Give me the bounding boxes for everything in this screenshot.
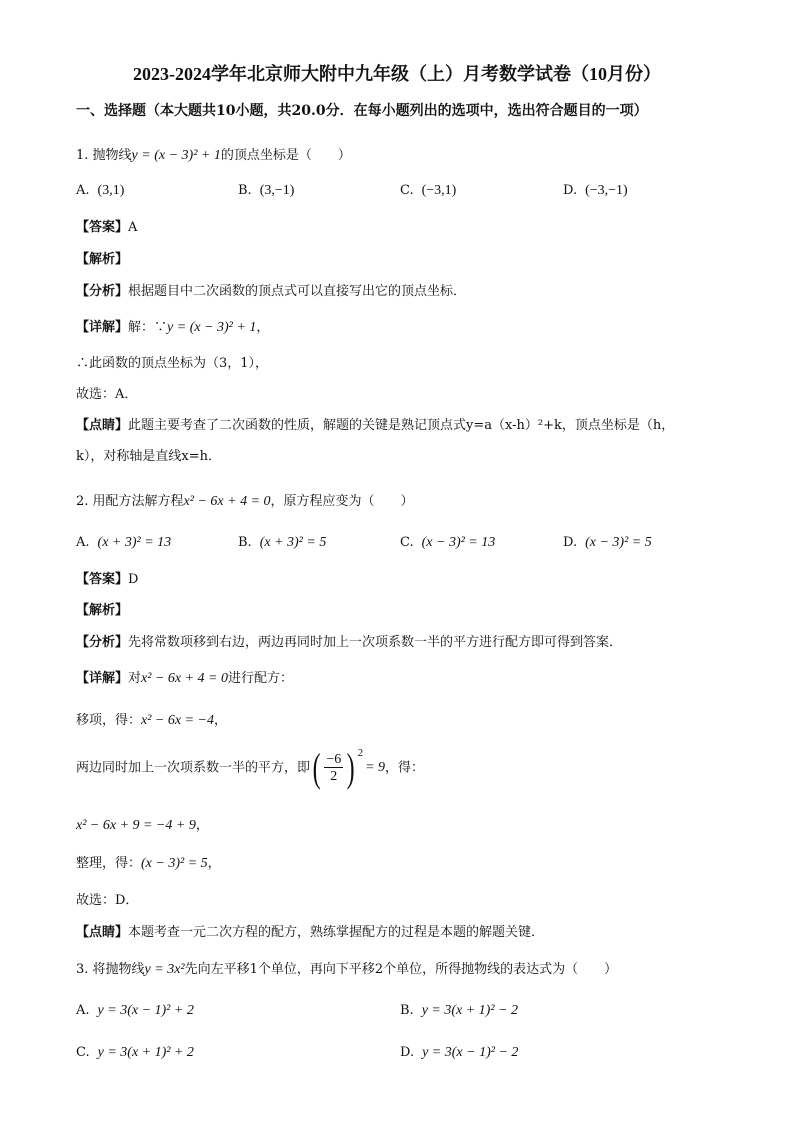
option-value: (3,1) xyxy=(97,183,125,198)
move-suffix: ， xyxy=(213,713,227,728)
dianjing-text: 本题考查一元二次方程的配方，熟练掌握配方的过程是本题的解题关键． xyxy=(128,925,545,940)
fenxi-tag: 【分析】 xyxy=(76,635,129,650)
question-3-stem xyxy=(76,962,617,979)
answer-value: D xyxy=(128,572,139,587)
option-label: B. xyxy=(400,1003,414,1018)
option-value: y = 3(x − 1)² + 2 xyxy=(97,1003,194,1018)
option-label: C. xyxy=(400,535,414,550)
option-value: (x − 3)² = 13 xyxy=(421,535,496,550)
option-label: A. xyxy=(76,1003,90,1018)
tidy-prefix: 整理，得： xyxy=(76,856,142,871)
q2-tidy-step xyxy=(76,856,221,873)
q1-analysis-tag: 【解析】 xyxy=(76,252,129,267)
option-label: C. xyxy=(76,1045,90,1060)
answer-tag: 【答案】 xyxy=(76,572,129,587)
q3-option-d xyxy=(400,1045,518,1061)
xiangjie-text: 解：∵ xyxy=(128,320,168,335)
option-label: B. xyxy=(238,535,252,550)
dianjing-tag: 【点睛】 xyxy=(76,925,129,940)
half-exponent: 2 xyxy=(357,747,364,760)
fenxi-text: 先将常数项移到右边，两边再同时加上一次项系数一半的平方进行配方即可得到答案． xyxy=(128,635,623,650)
q2-dianjing xyxy=(76,925,544,941)
move-formula: x² − 6x = −4 xyxy=(141,713,214,728)
q1-stem-suffix: 的顶点坐标是（ ） xyxy=(220,148,351,163)
dianjing-tag: 【点睛】 xyxy=(76,418,129,433)
xiangjie-tag: 【详解】 xyxy=(76,671,129,686)
half-rest: = 9 xyxy=(365,759,386,775)
q3-option-b xyxy=(400,1003,518,1019)
q2-option-b xyxy=(238,535,326,551)
eq-formula: x² − 6x + 9 = −4 + 9 xyxy=(76,818,196,833)
q1-xiangjie xyxy=(76,320,269,337)
xiangjie-formula: y = (x − 3)² + 1 xyxy=(167,320,257,335)
half-fraction: ( $\frac{-6}{2}$ ) $^2$ = 9 xyxy=(312,745,386,790)
q1-fenxi xyxy=(76,284,466,300)
q3-stem-prefix: 3. 将抛物线 xyxy=(76,962,145,977)
option-value: y = 3(x + 1)² + 2 xyxy=(97,1045,194,1060)
question-1-stem xyxy=(76,148,351,165)
q1-option-d xyxy=(563,183,628,199)
q2-stem-suffix: ，原方程应变为（ ） xyxy=(270,494,414,509)
q1-choose: 故选：A． xyxy=(76,387,138,402)
xiangjie-formula: x² − 6x + 4 = 0 xyxy=(141,671,228,686)
q1-step1: ∴此函数的顶点坐标为（3，1）， xyxy=(76,356,269,371)
q2-move-step xyxy=(76,713,227,730)
q2-eq-step xyxy=(76,818,209,835)
half-suffix: ，得： xyxy=(385,760,425,776)
xiangjie-prefix: 对 xyxy=(128,671,142,686)
option-label: D. xyxy=(563,183,578,198)
q1-stem-formula: y = (x − 3)² + 1 xyxy=(131,148,221,163)
q3-option-a xyxy=(76,1003,194,1019)
q2-stem-formula: x² − 6x + 4 = 0 xyxy=(183,494,271,509)
q3-stem-suffix: 先向左平移1个单位，再向下平移2个单位，所得抛物线的表达式为（ ） xyxy=(184,962,618,977)
q2-stem-prefix: 2. 用配方法解方程 xyxy=(76,494,184,509)
xiangjie-tag: 【详解】 xyxy=(76,320,129,335)
dianjing-text: 此题主要考查了二次函数的性质，解题的关键是熟记顶点式y=a（x-h）²+k，顶点坐标是（h， xyxy=(128,418,675,433)
option-label: B. xyxy=(238,183,252,198)
q2-half-step xyxy=(76,745,425,790)
q2-fenxi xyxy=(76,635,622,651)
xiangjie-suffix: 进行配方： xyxy=(228,671,294,686)
q2-analysis-tag: 【解析】 xyxy=(76,603,129,618)
q1-dianjing xyxy=(76,418,674,434)
eq-suffix: ， xyxy=(195,818,209,833)
answer-tag: 【答案】 xyxy=(76,220,129,235)
option-value: (x + 3)² = 13 xyxy=(97,535,172,550)
tidy-formula: (x − 3)² = 5 xyxy=(141,856,208,871)
q2-choose: 故选：D． xyxy=(76,893,139,908)
question-2-stem xyxy=(76,494,414,511)
option-value: y = 3(x + 1)² − 2 xyxy=(421,1003,518,1018)
page-title: 2023-2024学年北京师大附中九年级（上）月考数学试卷（10月份） xyxy=(133,64,661,84)
q1-option-a xyxy=(76,183,124,199)
q1-option-c xyxy=(400,183,456,199)
q2-option-a xyxy=(76,535,171,551)
q2-option-d xyxy=(563,535,652,551)
fenxi-tag: 【分析】 xyxy=(76,284,129,299)
option-label: D. xyxy=(563,535,578,550)
option-value: y = 3(x − 1)² − 2 xyxy=(422,1045,519,1060)
section-heading: 一、选择题（本大题共10小题，共20.0分．在每小题列出的选项中，选出符合题目的一项） xyxy=(76,103,648,119)
answer-value: A xyxy=(128,220,138,235)
option-label: D. xyxy=(400,1045,415,1060)
q1-stem-prefix: 1. 抛物线 xyxy=(76,148,132,163)
q2-xiangjie xyxy=(76,671,293,688)
q1-option-b xyxy=(238,183,294,199)
tidy-suffix: ， xyxy=(207,856,221,871)
q3-stem-formula: y = 3x² xyxy=(144,962,185,977)
move-prefix: 移项，得： xyxy=(76,713,142,728)
q2-answer xyxy=(76,572,138,588)
half-numerator: −6 xyxy=(326,751,342,767)
option-value: (x + 3)² = 5 xyxy=(259,535,327,550)
fenxi-text: 根据题目中二次函数的顶点式可以直接写出它的顶点坐标． xyxy=(128,284,467,299)
option-value: (−3,1) xyxy=(421,183,457,198)
option-label: C. xyxy=(400,183,414,198)
q2-option-c xyxy=(400,535,495,551)
q1-answer xyxy=(76,220,137,236)
half-prefix: 两边同时加上一次项系数一半的平方，即 xyxy=(76,760,311,776)
half-denominator: 2 xyxy=(330,769,338,784)
option-value: (x − 3)² = 5 xyxy=(585,535,652,550)
option-value: (3,−1) xyxy=(259,183,295,198)
option-value: (−3,−1) xyxy=(585,183,628,198)
xiangjie-end: ， xyxy=(256,320,270,335)
option-label: A. xyxy=(76,183,90,198)
q1-dianjing-cont: k），对称轴是直线x=h． xyxy=(76,449,221,464)
q3-option-c xyxy=(76,1045,194,1061)
option-label: A. xyxy=(76,535,90,550)
